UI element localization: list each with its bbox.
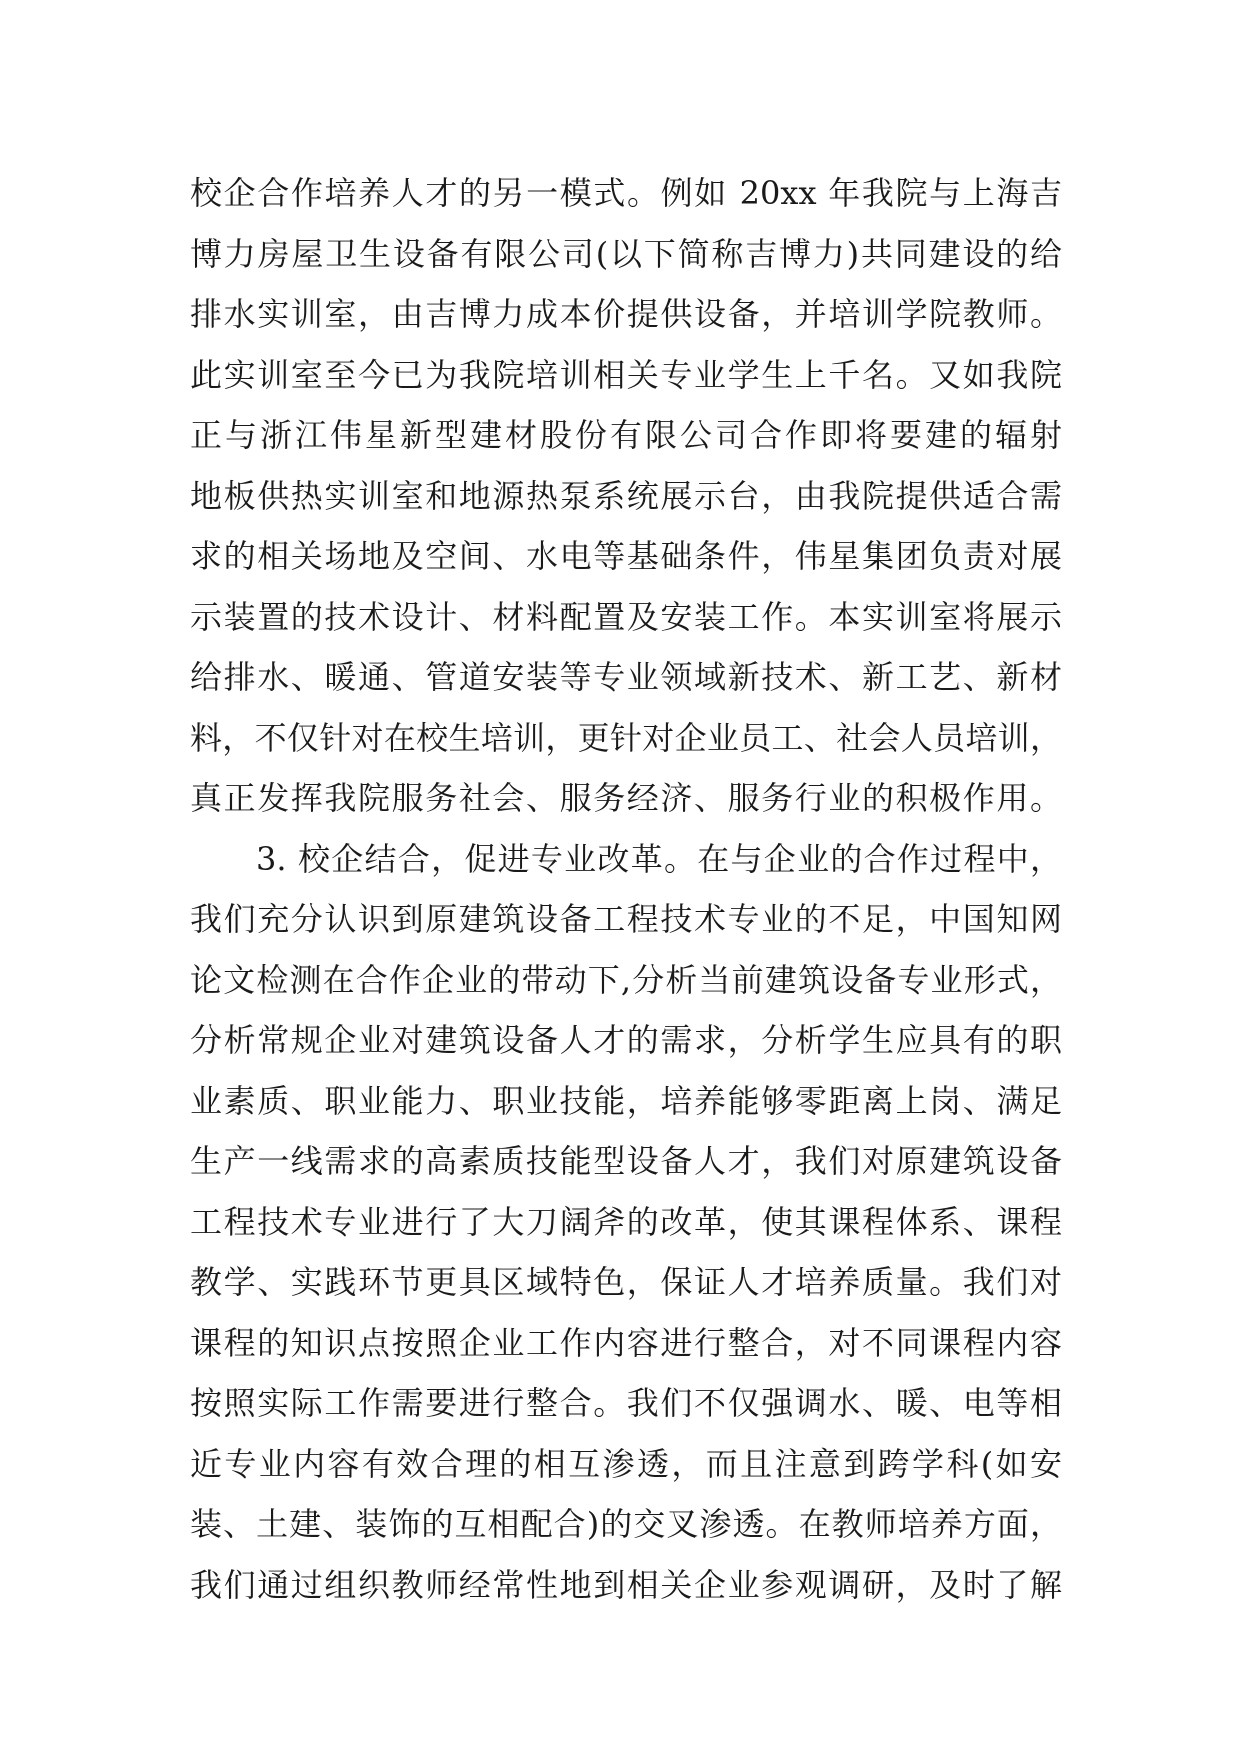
text-line: 校企合作培养人才的另一模式。例如 20xx 年我院与上海吉 <box>190 174 1062 212</box>
text-line: 近专业内容有效合理的相互渗透，而且注意到跨学科(如安 <box>190 1444 1062 1483</box>
text-line: 分析常规企业对建筑设备人才的需求，分析学生应具有的职 <box>190 1021 1062 1059</box>
text-line: 求的相关场地及空间、水电等基础条件，伟星集团负责对展 <box>190 537 1062 575</box>
text-line: 按照实际工作需要进行整合。我们不仅强调水、暖、电等相 <box>190 1384 1062 1422</box>
text-line: 给排水、暖通、管道安装等专业领域新技术、新工艺、新材 <box>190 658 1062 696</box>
section-heading-line: 3. 校企结合，促进专业改革。在与企业的合作过程中， <box>256 839 1062 878</box>
text-line: 排水实训室，由吉博力成本价提供设备，并培训学院教师。 <box>190 295 1062 333</box>
text-line: 地板供热实训室和地源热泵系统展示台，由我院提供适合需 <box>190 476 1062 515</box>
text-line: 示装置的技术设计、材料配置及安装工作。本实训室将展示 <box>190 597 1062 636</box>
text-line: 工程技术专业进行了大刀阔斧的改革，使其课程体系、课程 <box>190 1202 1062 1241</box>
text-line: 料，不仅针对在校生培训，更针对企业员工、社会人员培训， <box>190 718 1062 757</box>
text-line: 此实训室至今已为我院培训相关专业学生上千名。又如我院 <box>190 355 1062 394</box>
body-text <box>190 163 1062 1615</box>
text-line: 生产一线需求的高素质技能型设备人才，我们对原建筑设备 <box>190 1142 1062 1180</box>
text-line: 教学、实践环节更具区域特色，保证人才培养质量。我们对 <box>190 1263 1062 1301</box>
text-line: 真正发挥我院服务社会、服务经济、服务行业的积极作用。 <box>190 779 1062 817</box>
text-line: 我们通过组织教师经常性地到相关企业参观调研，及时了解 <box>190 1565 1062 1604</box>
text-line: 课程的知识点按照企业工作内容进行整合，对不同课程内容 <box>190 1323 1062 1362</box>
text-line: 装、土建、装饰的互相配合)的交叉渗透。在教师培养方面， <box>190 1505 1062 1543</box>
text-line: 业素质、职业能力、职业技能，培养能够零距离上岗、满足 <box>190 1081 1062 1120</box>
text-line: 博力房屋卫生设备有限公司(以下简称吉博力)共同建设的给 <box>190 234 1062 273</box>
text-line: 正与浙江伟星新型建材股份有限公司合作即将要建的辐射 <box>190 416 1062 454</box>
text-line: 我们充分认识到原建筑设备工程技术专业的不足，中国知网 <box>190 900 1062 938</box>
text-line: 论文检测在合作企业的带动下,分析当前建筑设备专业形式， <box>190 960 1062 999</box>
